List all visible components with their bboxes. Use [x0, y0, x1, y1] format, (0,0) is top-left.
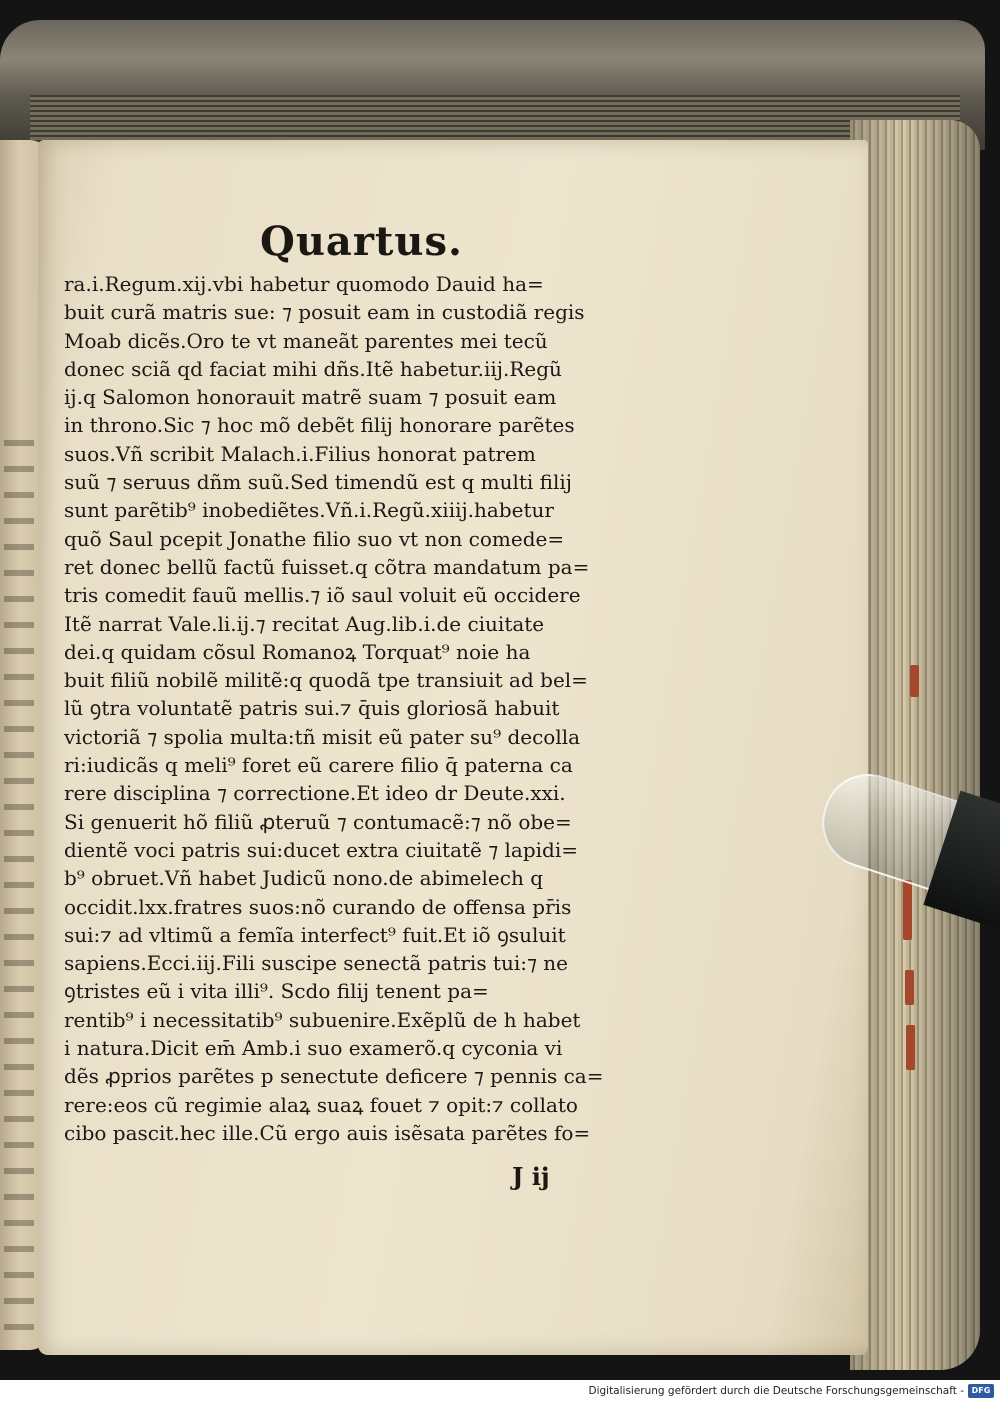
text-line: ꝯtristes eũ i vita illi⁹. Scdo filij tenent pa= [64, 979, 489, 1004]
text-line: dientẽ voci patris sui:ducet extra ciuitatẽ ⁊ lapidi= [64, 837, 579, 862]
text-line: ret donec bellũ factũ fuisset.q cõtra mandatum pa= [64, 554, 590, 579]
text-line: rere:eos cũ regimie alaꝝ suaꝝ fouet ⁊ opit:⁊ collato [64, 1092, 578, 1117]
red-marker-tab [905, 970, 914, 1005]
fore-edge-shading [850, 120, 980, 1370]
signature-mark: J ij [512, 1162, 550, 1191]
text-line: rere disciplina ⁊ correctione.Et ideo dr Deute.xxi. [64, 781, 566, 806]
text-line: rentib⁹ i necessitatib⁹ subuenire.Exẽplũ de h habet [64, 1007, 581, 1032]
page-heading: Quartus. [260, 218, 463, 265]
text-line: buit filiũ nobilẽ militẽ:q quodã tpe transiuit ad bel= [64, 668, 588, 693]
text-line: victoriã ⁊ spolia multa:tñ misit eũ pater su⁹ decolla [64, 724, 581, 749]
text-line: Moab dicẽs.Oro te vt maneãt parentes mei tecũ [64, 328, 548, 353]
text-line: occidit.lxx.fratres suos:nõ curando de offensa pr̄is [64, 894, 572, 919]
dfg-logo: DFG [968, 1384, 994, 1398]
red-marker-tab [906, 1025, 915, 1070]
text-line: sunt parẽtib⁹ inobediẽtes.Vñ.i.Regũ.xiiij.habetur [64, 498, 554, 523]
text-line: ij.q Salomon honorauit matrẽ suam ⁊ posuit eam [64, 385, 557, 410]
text-line: donec sciã qd faciat mihi dñs.Itẽ habetur.iij.Regũ [64, 356, 562, 381]
text-line: cibo pascit.hec ille.Cũ ergo auis isẽsata parẽtes fo= [64, 1120, 591, 1145]
text-line: dẽs ꝓprios parẽtes p senectute deficere ⁊ pennis ca= [64, 1064, 604, 1089]
footer-bar [0, 1380, 1000, 1403]
text-line: lũ ꝯtra voluntatẽ patris sui.⁊ q̄uis gloriosã habuit [64, 696, 560, 721]
text-line: dei.q quidam cõsul Romanoꝝ Torquat⁹ noie ha [64, 639, 531, 664]
text-line: ra.i.Regum.xij.vbi habetur quomodo Dauid ha= [64, 272, 544, 296]
text-line: in throno.Sic ⁊ hoc mõ debẽt filij honorare parẽtes [64, 413, 575, 438]
text-block [64, 270, 664, 1147]
text-line: buit curã matris sue: ⁊ posuit eam in custodiã regis [64, 300, 585, 325]
text-line: Si genuerit hõ filiũ ꝓteruũ ⁊ contumacẽ:⁊ nõ obe= [64, 809, 572, 834]
text-line: quõ Saul pcepit Jonathe filio suo vt non comede= [64, 526, 565, 551]
text-line: Itẽ narrat Vale.li.ij.⁊ recitat Aug.lib.i.de ciuitate [64, 611, 545, 636]
text-line: sui:⁊ ad vltimũ a femĩa interfect⁹ fuit.Et iõ ꝯsuluit [64, 922, 566, 947]
footer-credit: Digitalisierung gefördert durch die Deutsche Forschungsgemeinschaft - [588, 1385, 964, 1397]
book-top-page-edges [30, 95, 960, 145]
text-line: ri:iudicãs q meli⁹ foret eũ carere filio q̄ paterna ca [64, 753, 573, 778]
text-line: i natura.Dicit em̄ Amb.i suo examerõ.q cyconia vi [64, 1036, 563, 1061]
text-line: suũ ⁊ seruus dñm suũ.Sed timendũ est q multi filij [64, 470, 572, 495]
red-marker-tab [903, 880, 912, 940]
text-line: sapiens.Ecci.iij.Fili suscipe senectã patris tui:⁊ ne [64, 951, 569, 976]
red-marker-tab [910, 665, 919, 697]
facing-page-text-fragment [4, 440, 34, 1340]
text-line: tris comedit fauũ mellis.⁊ iõ saul voluit eũ occidere [64, 583, 581, 608]
text-line: suos.Vñ scribit Malach.i.Filius honorat patrem [64, 441, 536, 466]
text-line: b⁹ obruet.Vñ habet Judicũ nono.de abimelech q [64, 866, 543, 891]
